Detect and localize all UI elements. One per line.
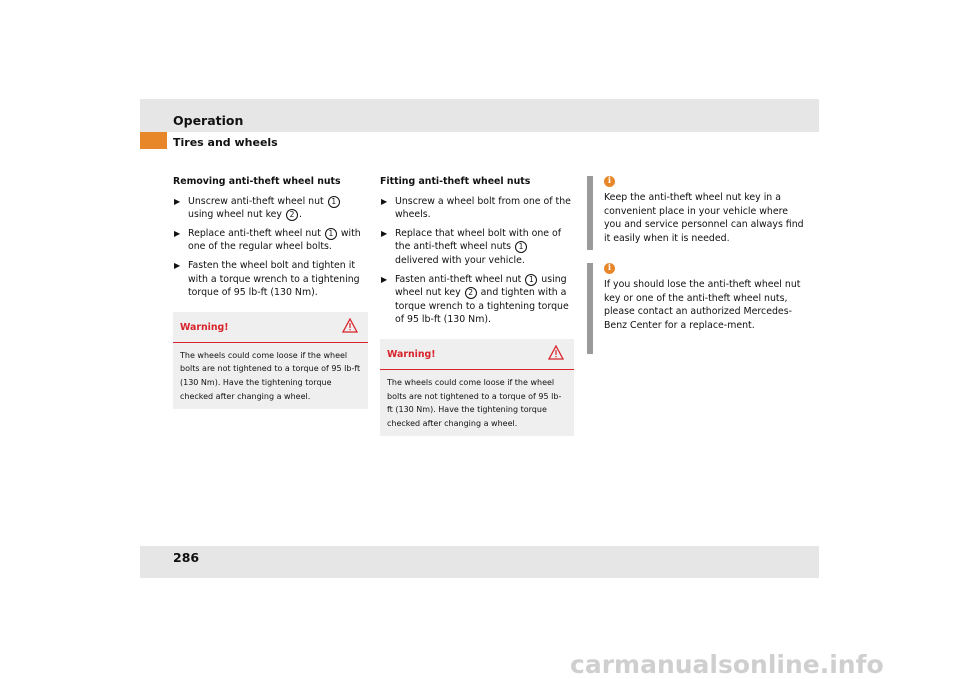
callout-number: 2 xyxy=(465,287,477,299)
list-item xyxy=(380,227,574,268)
watermark-text: carmanualsonline.info xyxy=(570,650,884,679)
step-text: delivered with your vehicle. xyxy=(395,254,525,266)
list-item xyxy=(380,195,574,222)
warning-triangle-icon xyxy=(548,345,564,365)
warning-text: The wheels could come loose if the wheel bolts are not tightened to a torque of 95 lb-ft (130 Nm). Have the tightening torque checked after changing a wheel. xyxy=(180,350,361,401)
step-text: and tighten with a torque wrench to a tightening torque of 95 lb-ft (130 Nm). xyxy=(395,287,569,326)
footer-band xyxy=(140,546,819,578)
warning-text: The wheels could come loose if the wheel bolts are not tightened to a torque of 95 lb-ft (130 Nm). Have the tightening torque checked after changing a wheel. xyxy=(387,377,562,428)
list-item xyxy=(173,227,368,254)
section-title: Operation xyxy=(173,113,244,128)
arrow-bullet-icon: ▶ xyxy=(174,196,181,206)
arrow-bullet-icon: ▶ xyxy=(381,196,388,206)
section-tab-marker xyxy=(140,132,167,149)
step-text: with one of the regular wheel bolts. xyxy=(188,227,361,253)
middle-column-heading: Fitting anti-theft wheel nuts xyxy=(380,176,531,187)
list-item xyxy=(173,259,368,300)
callout-number: 2 xyxy=(286,209,298,221)
arrow-bullet-icon: ▶ xyxy=(381,228,388,238)
callout-number: 1 xyxy=(525,274,537,286)
warning-header xyxy=(380,339,574,370)
arrow-bullet-icon: ▶ xyxy=(381,274,388,284)
warning-triangle-icon xyxy=(342,318,358,338)
info-note-text: If you should lose the anti-theft wheel nut key or one of the anti-theft wheel nuts, please contact an authorized Mercedes-Benz Center for a replace-ment. xyxy=(604,279,801,331)
warning-header xyxy=(173,312,368,343)
step-text: Fasten anti-theft wheel nut xyxy=(395,273,525,285)
warning-box xyxy=(173,312,368,409)
list-item xyxy=(173,195,368,222)
callout-number: 1 xyxy=(328,196,340,208)
subsection-title: Tires and wheels xyxy=(173,136,278,149)
warning-box xyxy=(380,339,574,436)
info-note-text: Keep the anti-theft wheel nut key in a convenient place in your vehicle where you and service personnel can always find it easily when it is needed. xyxy=(604,192,804,244)
page-number: 286 xyxy=(173,550,200,565)
arrow-bullet-icon: ▶ xyxy=(174,228,181,238)
callout-number: 1 xyxy=(325,228,337,240)
info-icon: i xyxy=(604,263,615,274)
callout-number: 1 xyxy=(515,241,527,253)
left-column xyxy=(173,175,368,409)
step-text: Replace anti-theft wheel nut xyxy=(188,227,324,239)
step-text: Unscrew anti-theft wheel nut xyxy=(188,195,327,207)
step-text: Replace that wheel bolt with one of the anti-theft wheel nuts xyxy=(395,227,562,253)
step-text: Unscrew a wheel bolt from one of the wheels. xyxy=(395,195,571,221)
step-text: Fasten the wheel bolt and tighten it with a torque wrench to a tightening torque of 95 lb-ft (130 Nm). xyxy=(188,259,360,299)
middle-column xyxy=(380,175,574,436)
list-item xyxy=(380,273,574,327)
info-icon: i xyxy=(604,176,615,187)
step-text: . xyxy=(298,209,302,221)
warning-title: Warning! xyxy=(180,321,229,333)
info-note xyxy=(587,263,804,354)
info-note xyxy=(587,176,804,250)
step-text: using wheel nut key xyxy=(188,209,285,221)
step-text: using wheel nut key xyxy=(395,273,567,299)
left-column-heading: Removing anti-theft wheel nuts xyxy=(173,176,341,187)
arrow-bullet-icon: ▶ xyxy=(174,260,181,270)
warning-title: Warning! xyxy=(387,348,436,360)
